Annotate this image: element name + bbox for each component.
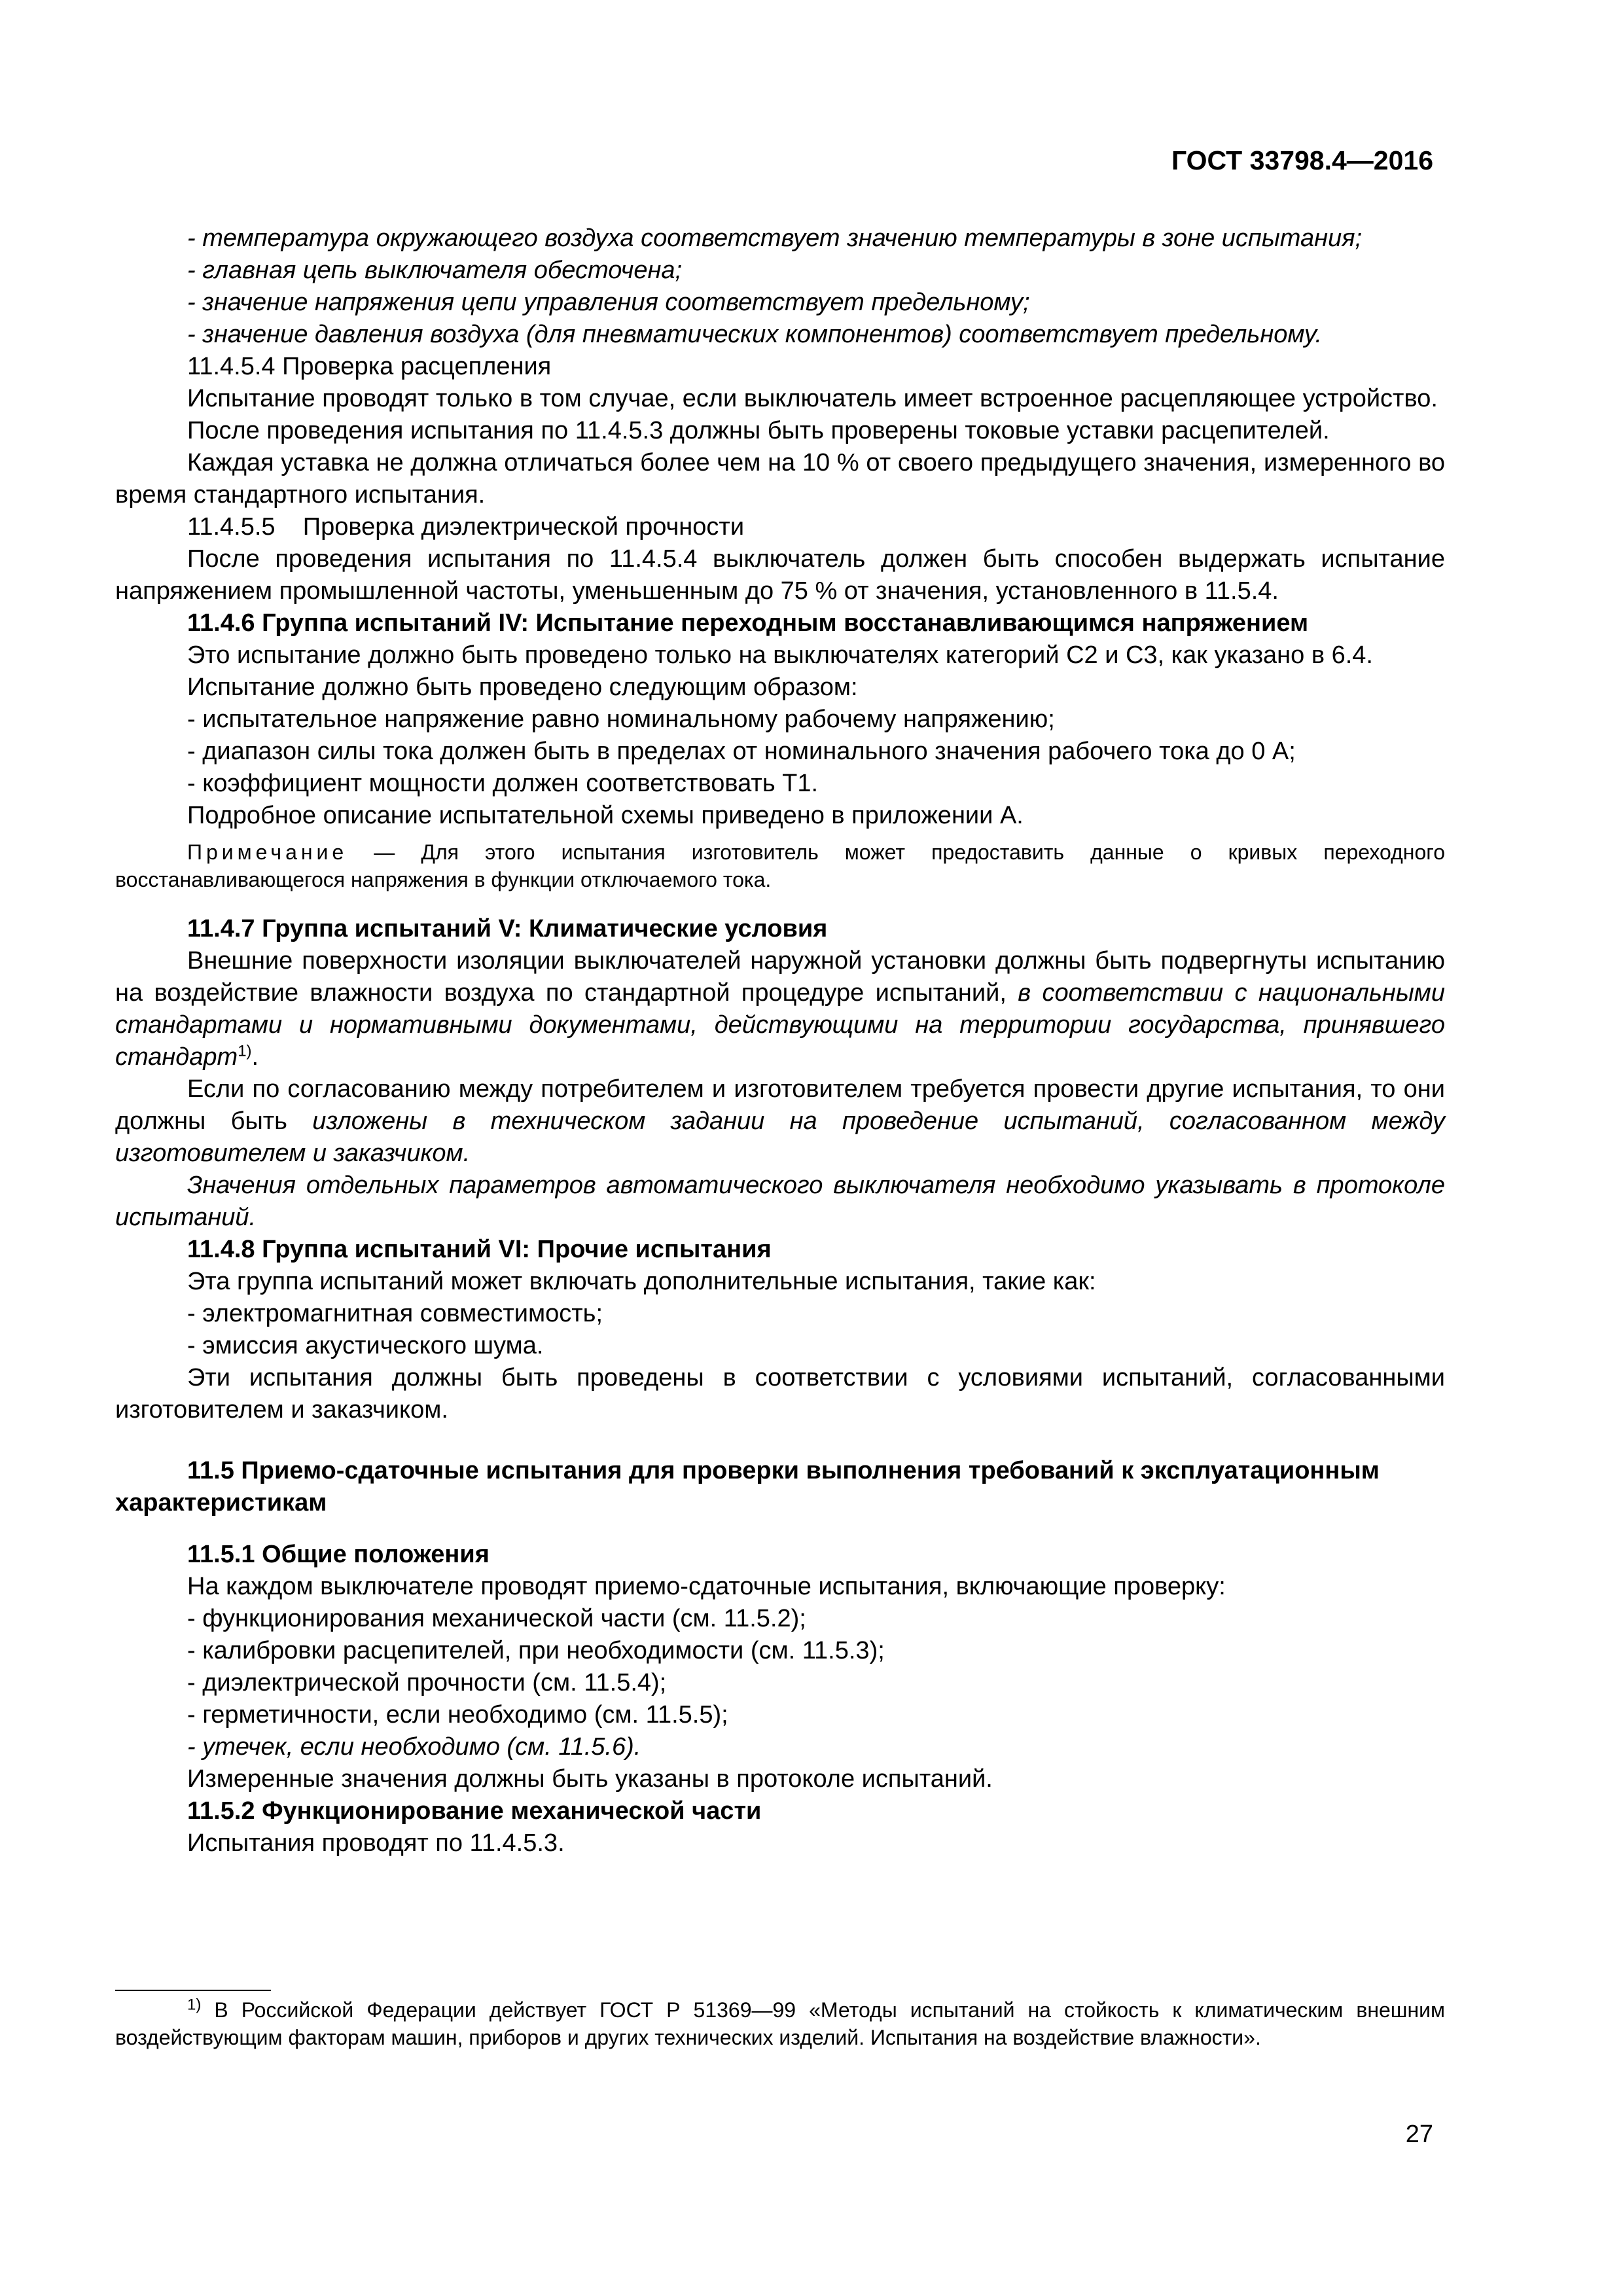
paragraph: Измеренные значения должны быть указаны в протоколе испытаний.: [187, 1765, 993, 1793]
paragraph: Значения отдельных параметров автоматического выключателя необходимо указывать в протоколе испытаний.: [115, 1172, 1445, 1231]
list-item: - функционирования механической части (см. 11.5.2);: [187, 1605, 806, 1632]
body-text: [115, 223, 1445, 1859]
list-item: - утечек, если необходимо (см. 11.5.6).: [187, 1733, 641, 1761]
subsection-heading: 11.4.5.4 Проверка расцепления: [187, 353, 552, 380]
section-heading: 11.5.1 Общие положения: [187, 1541, 490, 1568]
paragraph: Испытания проводят по 11.4.5.3.: [187, 1829, 565, 1857]
list-item: - значение давления воздуха (для пневматических компонентов) соответствует предельному.: [187, 321, 1323, 348]
paragraph-text: Если по согласованию между потребителем и изготовителем требуется провести другие испытания, то они должны быть: [115, 1075, 1445, 1135]
section-heading: 11.5.2 Функционирование механической части: [187, 1797, 762, 1825]
section-heading: 11.4.6 Группа испытаний IV: Испытание переходным восстанавливающимся напряжением: [187, 609, 1309, 637]
footnote-paragraph: [115, 1996, 1445, 2051]
list-item: - главная цепь выключателя обесточена;: [187, 257, 683, 284]
paragraph: После проведения испытания по 11.4.5.3 должны быть проверены токовые уставки расцепителей.: [187, 417, 1330, 444]
footnote-marker: 1): [187, 1996, 202, 2014]
paragraph-text: .: [251, 1043, 259, 1071]
section-heading: 11.5 Приемо-сдаточные испытания для проверки выполнения требований к эксплуатационным характеристикам: [115, 1457, 1380, 1516]
footnote-divider: [115, 1990, 271, 1991]
paragraph: Каждая уставка не должна отличаться более чем на 10 % от своего предыдущего значения, измеренного во время стандартного испытания.: [115, 449, 1445, 509]
paragraph: Эта группа испытаний может включать дополнительные испытания, такие как:: [187, 1268, 1096, 1295]
note: [115, 838, 1445, 893]
paragraph: [115, 945, 1445, 1073]
list-item: - эмиссия акустического шума.: [187, 1332, 544, 1359]
paragraph: Испытание должно быть проведено следующим образом:: [187, 673, 858, 701]
paragraph: На каждом выключателе проводят приемо-сдаточные испытания, включающие проверку:: [187, 1573, 1226, 1600]
note-text: — Для этого испытания изготовитель может предоставить данные о кривых переходного восстанавливающегося напряжения в функции отключаемого тока.: [115, 840, 1445, 891]
section-heading: 11.4.7 Группа испытаний V: Климатические условия: [187, 915, 828, 942]
paragraph: [115, 1073, 1445, 1170]
list-item: - диэлектрической прочности (см. 11.5.4);: [187, 1669, 667, 1696]
paragraph: После проведения испытания по 11.4.5.4 выключатель должен быть способен выдержать испытание напряжением промышленной частоты, уменьшенным до 75 % от значения, установленного в 11.5.4.: [115, 545, 1445, 605]
paragraph: Подробное описание испытательной схемы приведено в приложении А.: [187, 802, 1024, 829]
paragraph-italic-text: в соответствии с национальными стандартами и нормативными документами, действующими на территории государства, принявшего стандарт: [115, 979, 1445, 1071]
list-item: - коэффициент мощности должен соответствовать Т1.: [187, 770, 819, 797]
note-label: Примечание: [187, 840, 348, 864]
list-item: - температура окружающего воздуха соответствует значению температуры в зоне испытания;: [187, 224, 1363, 252]
page-number: 27: [1405, 2121, 1433, 2148]
footnote-text: В Российской Федерации действует ГОСТ Р 51369—99 «Методы испытаний на стойкость к климатическим внешним воздействующим факторам машин, приборов и других технических изделий. Испытания на воздействие влажности».: [115, 1998, 1445, 2049]
paragraph-italic-text: изложены в техническом задании на проведение испытаний, согласованном между изготовителем и заказчиком.: [115, 1107, 1446, 1167]
paragraph: Это испытание должно быть проведено только на выключателях категорий С2 и С3, как указано в 6.4.: [187, 641, 1373, 669]
document-id-header: ГОСТ 33798.4—2016: [1171, 145, 1433, 175]
paragraph: Испытание проводят только в том случае, если выключатель имеет встроенное расцепляющее устройство.: [187, 385, 1438, 412]
list-item: - герметичности, если необходимо (см. 11.5.5);: [187, 1701, 728, 1729]
list-item: - диапазон силы тока должен быть в пределах от номинального значения рабочего тока до 0 А;: [187, 738, 1296, 765]
footnote: [115, 1996, 1445, 2051]
list-item: - значение напряжения цепи управления соответствует предельному;: [187, 289, 1030, 316]
section-heading: 11.4.8 Группа испытаний VI: Прочие испытания: [187, 1236, 772, 1263]
paragraph-text: Внешние поверхности изоляции выключателей наружной установки должны быть подвергнуты испытанию на воздействие влажности воздуха по стандартной процедуре испытаний,: [115, 947, 1445, 1007]
subsection-heading: 11.4.5.5 Проверка диэлектрической прочности: [187, 513, 745, 541]
list-item: - калибровки расцепителей, при необходимости (см. 11.5.3);: [187, 1637, 885, 1664]
footnote-reference: 1): [238, 1042, 252, 1060]
list-item: - испытательное напряжение равно номинальному рабочему напряжению;: [187, 706, 1055, 733]
list-item: - электромагнитная совместимость;: [187, 1300, 603, 1327]
paragraph: Эти испытания должны быть проведены в соответствии с условиями испытаний, согласованными изготовителем и заказчиком.: [115, 1364, 1445, 1424]
